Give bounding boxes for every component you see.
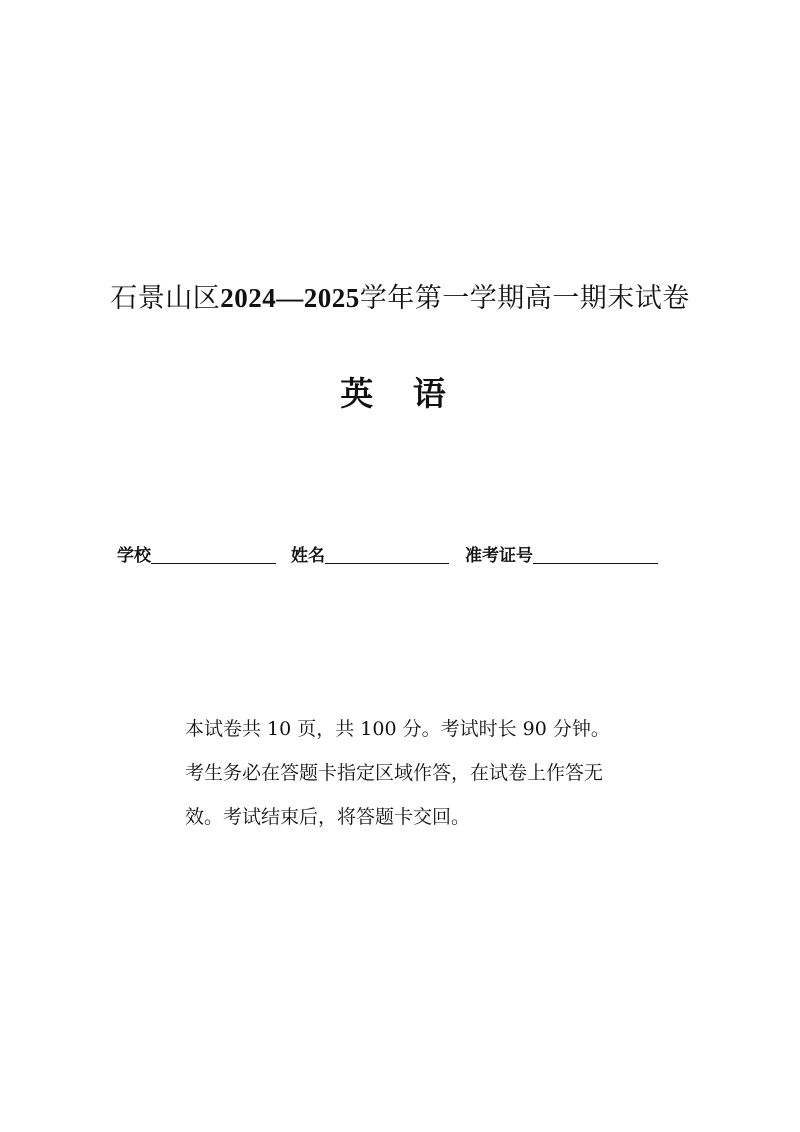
school-field bbox=[117, 544, 291, 568]
exam-id-label: 准考证号 bbox=[465, 546, 533, 566]
exam-title-district: 石景山区 bbox=[110, 283, 221, 314]
exam-instructions bbox=[185, 707, 655, 839]
school-label: 学校 bbox=[117, 546, 151, 566]
name-field bbox=[291, 544, 465, 568]
exam-id-field bbox=[465, 544, 658, 568]
school-blank-line bbox=[151, 562, 276, 564]
subject-title: 英 语 bbox=[340, 374, 460, 413]
name-blank-line bbox=[325, 562, 449, 564]
instruction-line-1: 本试卷共 10 页，共 100 分。考试时长 90 分钟。 bbox=[185, 718, 610, 740]
instruction-line-3: 效。考试结束后，将答题卡交回。 bbox=[185, 806, 471, 828]
exam-title-term: 学年第一学期高一期末试卷 bbox=[359, 283, 690, 314]
exam-title-years: 2024—2025 bbox=[220, 283, 360, 313]
exam-id-blank-line bbox=[533, 562, 658, 564]
instruction-line-2: 考生务必在答题卡指定区域作答，在试卷上作答无 bbox=[185, 762, 604, 784]
exam-title bbox=[0, 280, 800, 317]
name-label: 姓名 bbox=[291, 546, 325, 566]
student-info-row bbox=[117, 538, 658, 568]
